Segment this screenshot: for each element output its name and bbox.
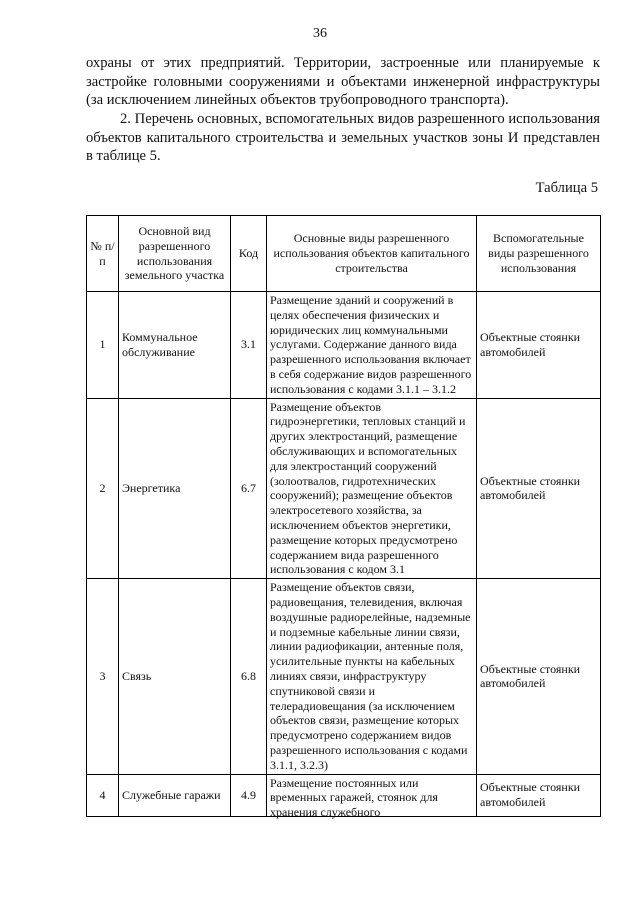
row-use-name: Энергетика bbox=[119, 398, 231, 579]
header-aux: Вспомогательные виды разрешенного использования bbox=[477, 216, 601, 292]
row-aux-use: Объектные стоянки автомобилей bbox=[477, 398, 601, 579]
row-num: 2 bbox=[87, 398, 119, 579]
row-description: Размещение объектов связи, радиовещания, телевидения, включая воздушные радиорелейные, надземные и подземные кабельные линии связи, линии радиофикации, антенные поля, усилительные пункты на кабельных линиях связи, инфраструктуру спутниковой связи и телерадиовещания (за исключением объектов связи, размещение которых предусмотрено содержанием видов разрешенного использования с кодами 3.1.1, 3.2.3) bbox=[267, 579, 477, 774]
paragraph-table-intro: 2. Перечень основных, вспомогательных видов разрешенного использования объектов капитального строительства и земельных участков зоны И представлен в таблице 5. bbox=[86, 111, 600, 164]
header-main-oks: Основные виды разрешенного использования объектов капитального строительства bbox=[267, 216, 477, 292]
row-use-name: Служебные гаражи bbox=[119, 774, 231, 816]
table-row bbox=[87, 774, 601, 816]
row-description: Размещение объектов гидроэнергетики, тепловых станций и других электростанций, размещение обслуживающих и вспомогательных для электростанций сооружений (золоотвалов, гидротехнических сооружений); размещение объектов электросетевого хозяйства, за исключением объектов энергетики, размещение которых предусмотрено содержанием вида разрешенного использования с кодом 3.1 bbox=[267, 398, 477, 579]
header-code: Код bbox=[231, 216, 267, 292]
row-use-name: Связь bbox=[119, 579, 231, 774]
table-row bbox=[87, 398, 601, 579]
row-aux-use bbox=[477, 774, 601, 816]
page-number: 36 bbox=[313, 26, 327, 41]
row-code: 6.7 bbox=[231, 398, 267, 579]
row-num: 4 bbox=[87, 774, 119, 816]
table-caption: Таблица 5 bbox=[535, 180, 598, 196]
row-code: 3.1 bbox=[231, 292, 267, 399]
row-aux-use: Объектные стоянки автомобилей bbox=[477, 579, 601, 774]
table-row bbox=[87, 292, 601, 399]
table-row bbox=[87, 579, 601, 774]
row-description bbox=[267, 774, 477, 820]
row-code: 4.9 bbox=[231, 774, 267, 816]
row-aux-use: Объектные стоянки автомобилей bbox=[477, 292, 601, 399]
header-main-type: Основной вид разрешенного использования земельного участка bbox=[119, 216, 231, 292]
row-description: Размещение зданий и сооружений в целях обеспечения физических и юридических лиц коммунальными услугами. Содержание данного вида разрешенного использования включает в себя содержание видов разрешенного использования с кодами 3.1.1 – 3.1.2 bbox=[267, 292, 477, 399]
paragraph-zone-description: охраны от этих предприятий. Территории, застроенные или планируемые к застройке головными сооружениями и объектами инженерной инфраструктуры (за исключением линейных объектов трубопроводного транспорта). bbox=[86, 55, 600, 108]
row-num: 1 bbox=[87, 292, 119, 399]
row-num: 3 bbox=[87, 579, 119, 774]
header-num: № п/п bbox=[87, 216, 119, 292]
row-description-text: Размещение постоянных или временных гаражей, стоянок для хранения служебного bbox=[270, 775, 438, 820]
row-use-name: Коммунальное обслуживание bbox=[119, 292, 231, 399]
permitted-use-table bbox=[86, 215, 601, 820]
row-aux-use-text: Объектные стоянки автомобилей bbox=[480, 780, 581, 809]
row-code: 6.8 bbox=[231, 579, 267, 774]
table-header-row bbox=[87, 216, 601, 292]
